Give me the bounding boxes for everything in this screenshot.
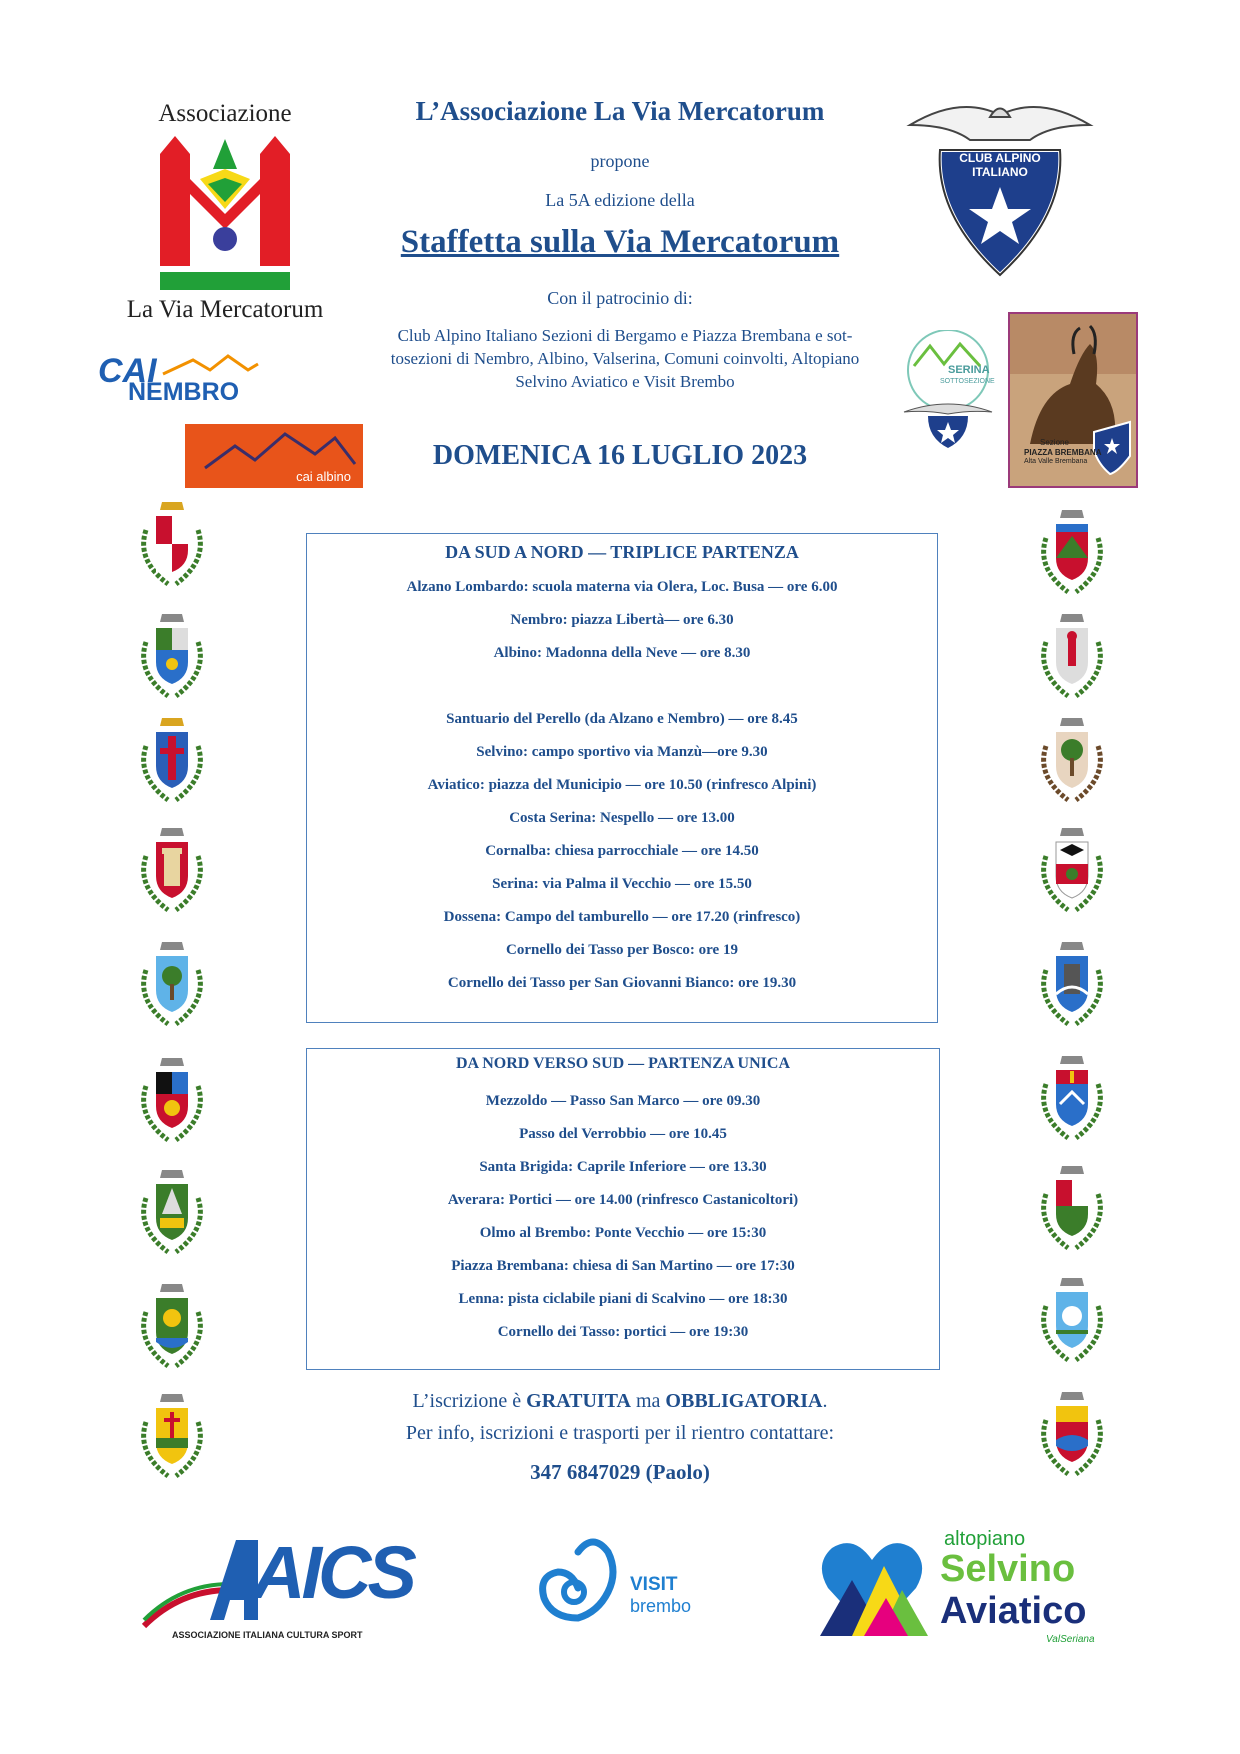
municipal-crest-icon	[138, 940, 206, 1030]
list-item: Albino: Madonna della Neve — ore 8.30	[493, 645, 751, 661]
brembo-text: brembo	[630, 1596, 692, 1616]
logo-top-text: Associazione	[158, 100, 292, 127]
registration-connector: ma	[630, 1390, 666, 1412]
municipal-crest-icon	[138, 500, 206, 590]
list-item: Piazza Brembana: chiesa di San Martino — ore 17:30	[451, 1258, 795, 1274]
municipal-crest-icon	[1038, 826, 1106, 916]
event-title: Staffetta sulla Via Mercatorum	[400, 224, 840, 260]
registration-period: .	[822, 1390, 828, 1412]
list-item: Passo del Verrobbio — ore 10.45	[519, 1126, 727, 1142]
propone-text: propone	[590, 151, 650, 171]
info-text: Per info, iscrizioni e trasporti per il rientro contattare:	[405, 1422, 835, 1444]
free-label: GRATUITA	[526, 1390, 631, 1412]
cai-nembro-logo	[98, 352, 288, 404]
list-item: Serina: via Palma il Vecchio — ore 15.50	[492, 876, 752, 892]
municipal-crest-icon	[1038, 1276, 1106, 1366]
cai-text: CAI	[98, 352, 157, 390]
north-to-south-box	[306, 1048, 940, 1370]
mercatorum-emblem-icon	[150, 134, 300, 294]
aics-subtitle: ASSOCIAZIONE ITALIANA CULTURA SPORT	[172, 1630, 363, 1640]
municipal-crest-icon	[138, 1282, 206, 1372]
visit-text: VISIT	[630, 1574, 678, 1595]
edition-text: La 5A edizione della	[545, 190, 695, 210]
municipal-crest-icon	[1038, 1164, 1106, 1254]
list-item: Nembro: piazza Libertà— ore 6.30	[510, 612, 734, 628]
municipal-crest-icon	[1038, 612, 1106, 702]
list-item: Cornello dei Tasso: portici — ore 19:30	[497, 1324, 749, 1340]
schedule-list	[307, 1091, 939, 1355]
serina-text: SERINA	[948, 364, 990, 376]
selvino-text: Selvino	[940, 1548, 1076, 1590]
municipal-crest-icon	[138, 826, 206, 916]
municipal-crest-icon	[1038, 940, 1106, 1030]
list-item: Aviatico: piazza del Municipio — ore 10.50 (rinfresco Alpini)	[427, 777, 817, 793]
list-item: Cornello dei Tasso per Bosco: ore 19	[506, 942, 738, 958]
sezione-text: Sezione	[1040, 438, 1069, 447]
selvino-aviatico-logo	[812, 1526, 1112, 1666]
list-item: Cornello dei Tasso per San Giovanni Bianco: ore 19.30	[447, 975, 797, 991]
list-item: Dossena: Campo del tamburello — ore 17.20 (rinfresco)	[443, 909, 801, 925]
municipal-crest-icon	[138, 1056, 206, 1146]
list-item: Santuario del Perello (da Alzano e Nembro) — ore 8.45	[446, 711, 798, 727]
south-to-north-box	[306, 533, 938, 1023]
piazza-brembana-text: PIAZZA BREMBANA	[1024, 448, 1102, 457]
nembro-text: NEMBRO	[128, 378, 240, 406]
contact-phone: 347 6847029 (Paolo)	[530, 1460, 710, 1484]
patronage-label: Con il patrocinio di:	[547, 288, 693, 308]
alta-valle-text: Alta Valle Brembana	[1024, 458, 1088, 465]
serina-emblem-icon	[900, 330, 996, 450]
cai-albino-logo	[185, 424, 363, 488]
aviatico-text: Aviatico	[940, 1590, 1087, 1632]
municipal-crest-icon	[1038, 716, 1106, 806]
aics-logo	[140, 1530, 413, 1650]
municipal-crest-icon	[138, 716, 206, 806]
list-item: Costa Serina: Nespello — ore 13.00	[509, 810, 735, 826]
list-spacer	[307, 676, 937, 709]
patronage-text: Club Alpino Italiano Sezioni di Bergamo e Piazza Brembana e sottosezioni di Nembro, Albino, Valserina, Comuni coinvolti, Altopiano Selvino Aviatico e Visit Brembo	[390, 326, 860, 391]
selvino-heart-mountains-icon	[812, 1526, 932, 1646]
list-item: Alzano Lombardo: scuola materna via Olera, Loc. Busa — ore 6.00	[406, 579, 838, 595]
box-title: DA SUD A NORD — TRIPLICE PARTENZA	[445, 542, 799, 562]
municipal-crest-icon	[1038, 1054, 1106, 1144]
municipal-crest-icon	[138, 1168, 206, 1258]
registration-text	[300, 1390, 940, 1413]
box-title: DA NORD VERSO SUD — PARTENZA UNICA	[456, 1055, 790, 1072]
list-item: Lenna: pista ciclabile piani di Scalvino — ore 18:30	[458, 1291, 788, 1307]
cai-albino-text: cai albino	[296, 469, 351, 484]
municipal-crest-icon	[138, 1392, 206, 1482]
serina-logo	[900, 330, 996, 450]
list-item: Averara: Portici — ore 14.00 (rinfresco Castanicoltori)	[447, 1192, 799, 1208]
association-title: L’Associazione La Via Mercatorum	[415, 96, 825, 126]
valseriana-text: ValSeriana	[1046, 1634, 1095, 1645]
visit-brembo-logo	[538, 1532, 718, 1632]
municipal-crest-icon	[1038, 508, 1106, 598]
cai-club-text: CLUB ALPINO ITALIANO	[959, 151, 1041, 179]
schedule-list	[307, 577, 937, 1006]
cai-eagle-shield-icon	[900, 95, 1100, 285]
municipal-crest-icon	[138, 612, 206, 702]
sottosezione-text: SOTTOSEZIONE	[940, 378, 995, 385]
altopiano-text: altopiano	[944, 1528, 1026, 1550]
aics-text: AICS	[252, 1531, 413, 1614]
list-item: Selvino: campo sportivo via Manzù—ore 9.30	[476, 744, 768, 760]
heart-icon	[538, 1532, 618, 1626]
municipal-crest-icon	[1038, 1390, 1106, 1480]
list-item: Santa Brigida: Caprile Inferiore — ore 13.30	[479, 1159, 767, 1175]
via-mercatorum-logo	[110, 100, 340, 324]
event-date: DOMENICA 16 LUGLIO 2023	[432, 440, 808, 471]
cai-club-logo	[900, 95, 1100, 285]
mandatory-label: OBBLIGATORIA	[665, 1390, 823, 1412]
list-item: Cornalba: chiesa parrocchiale — ore 14.50	[485, 843, 759, 859]
logo-bottom-text: La Via Mercatorum	[126, 296, 324, 323]
list-item: Mezzoldo — Passo San Marco — ore 09.30	[485, 1093, 761, 1109]
list-item: Olmo al Brembo: Ponte Vecchio — ore 15:30	[479, 1225, 767, 1241]
registration-prefix: L’iscrizione è	[412, 1390, 527, 1412]
piazza-brembana-logo	[1008, 312, 1138, 488]
